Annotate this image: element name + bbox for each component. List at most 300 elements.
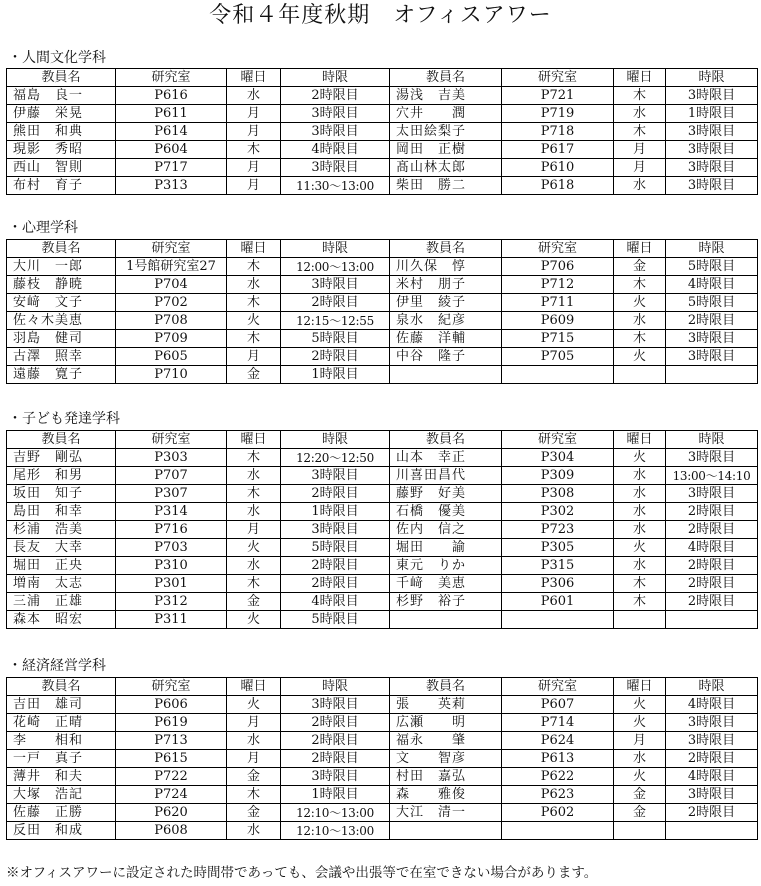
teacher-name-cell: 羽島 健司 bbox=[7, 330, 116, 348]
weekday-cell: 木 bbox=[227, 449, 281, 467]
period-cell: 3時限目 bbox=[281, 105, 390, 123]
office-room-cell: P709 bbox=[116, 330, 227, 348]
office-room-cell: P315 bbox=[502, 557, 614, 575]
weekday-cell: 火 bbox=[227, 611, 281, 629]
table-row bbox=[7, 714, 758, 732]
weekday-cell: 水 bbox=[614, 750, 666, 768]
weekday-cell: 水 bbox=[614, 503, 666, 521]
teacher-name-cell: 安﨑 文子 bbox=[7, 294, 116, 312]
column-header: 時限 bbox=[666, 240, 758, 258]
period-cell: 2時限目 bbox=[281, 485, 390, 503]
teacher-name-cell: 佐々木美恵 bbox=[7, 312, 116, 330]
column-header: 時限 bbox=[666, 69, 758, 87]
teacher-name-cell: 東元 りか bbox=[390, 557, 502, 575]
period-cell: 4時限目 bbox=[666, 768, 758, 786]
office-room-cell: P721 bbox=[502, 87, 614, 105]
table-row bbox=[7, 366, 758, 384]
period-cell: 1時限目 bbox=[281, 366, 390, 384]
column-header: 曜日 bbox=[614, 678, 666, 696]
weekday-cell: 木 bbox=[614, 575, 666, 593]
teacher-name-cell: 尾形 和男 bbox=[7, 467, 116, 485]
office-room-cell: P717 bbox=[116, 159, 227, 177]
period-cell: 5時限目 bbox=[281, 330, 390, 348]
weekday-cell: 水 bbox=[614, 312, 666, 330]
period-cell: 2時限目 bbox=[666, 750, 758, 768]
office-hours-table bbox=[6, 677, 758, 840]
period-cell: 3時限目 bbox=[666, 141, 758, 159]
office-room-cell: P608 bbox=[116, 822, 227, 840]
office-room-cell: P609 bbox=[502, 312, 614, 330]
period-cell: 5時限目 bbox=[281, 611, 390, 629]
column-header: 研究室 bbox=[502, 240, 614, 258]
weekday-cell: 水 bbox=[227, 503, 281, 521]
office-hours-table bbox=[6, 430, 758, 629]
teacher-name-cell: 坂田 知子 bbox=[7, 485, 116, 503]
period-cell: 3時限目 bbox=[666, 123, 758, 141]
period-cell: 2時限目 bbox=[666, 521, 758, 539]
office-hours-table bbox=[6, 239, 758, 384]
column-header: 曜日 bbox=[614, 431, 666, 449]
period-cell: 3時限目 bbox=[281, 521, 390, 539]
period-cell: 2時限目 bbox=[281, 575, 390, 593]
weekday-cell: 月 bbox=[227, 750, 281, 768]
period-cell: 1時限目 bbox=[281, 786, 390, 804]
period-cell: 2時限目 bbox=[281, 87, 390, 105]
office-room-cell: P302 bbox=[502, 503, 614, 521]
period-cell: 4時限目 bbox=[281, 593, 390, 611]
teacher-name-cell: 広瀬 明 bbox=[390, 714, 502, 732]
weekday-cell: 木 bbox=[614, 87, 666, 105]
table-row bbox=[7, 177, 758, 195]
period-cell: 3時限目 bbox=[281, 123, 390, 141]
weekday-cell: 水 bbox=[227, 557, 281, 575]
teacher-name-cell bbox=[390, 366, 502, 384]
teacher-name-cell: 増南 太志 bbox=[7, 575, 116, 593]
teacher-name-cell: 千﨑 美恵 bbox=[390, 575, 502, 593]
office-room-cell bbox=[502, 822, 614, 840]
teacher-name-cell: 伊里 綾子 bbox=[390, 294, 502, 312]
office-room-cell: P309 bbox=[502, 467, 614, 485]
period-cell: 2時限目 bbox=[281, 557, 390, 575]
period-cell: 1時限目 bbox=[281, 503, 390, 521]
section-label: ・心理学科 bbox=[8, 220, 78, 236]
office-room-cell: P313 bbox=[116, 177, 227, 195]
weekday-cell: 木 bbox=[614, 123, 666, 141]
office-room-cell: P719 bbox=[502, 105, 614, 123]
teacher-name-cell: 薄井 和夫 bbox=[7, 768, 116, 786]
weekday-cell: 水 bbox=[227, 822, 281, 840]
weekday-cell: 火 bbox=[614, 714, 666, 732]
period-cell: 4時限目 bbox=[666, 696, 758, 714]
teacher-name-cell: 佐藤 正勝 bbox=[7, 804, 116, 822]
teacher-name-cell: 現影 秀昭 bbox=[7, 141, 116, 159]
period-cell: 3時限目 bbox=[666, 159, 758, 177]
table-header-row bbox=[7, 431, 758, 449]
period-cell: 12:15～12:55 bbox=[281, 312, 390, 330]
office-room-cell: P305 bbox=[502, 539, 614, 557]
table-row bbox=[7, 348, 758, 366]
column-header: 教員名 bbox=[7, 431, 116, 449]
period-cell: 4時限目 bbox=[281, 141, 390, 159]
column-header: 時限 bbox=[281, 69, 390, 87]
teacher-name-cell: 伊藤 栄晃 bbox=[7, 105, 116, 123]
table-header-row bbox=[7, 69, 758, 87]
teacher-name-cell: 堀田 正央 bbox=[7, 557, 116, 575]
weekday-cell: 金 bbox=[227, 804, 281, 822]
teacher-name-cell: 村田 嘉弘 bbox=[390, 768, 502, 786]
column-header: 教員名 bbox=[390, 240, 502, 258]
office-room-cell: P715 bbox=[502, 330, 614, 348]
weekday-cell: 水 bbox=[227, 276, 281, 294]
column-header: 曜日 bbox=[227, 69, 281, 87]
teacher-name-cell: 遠藤 寛子 bbox=[7, 366, 116, 384]
period-cell: 5時限目 bbox=[666, 294, 758, 312]
period-cell: 3時限目 bbox=[281, 768, 390, 786]
weekday-cell: 火 bbox=[614, 696, 666, 714]
period-cell: 11:30～13:00 bbox=[281, 177, 390, 195]
office-room-cell: P611 bbox=[116, 105, 227, 123]
table-row bbox=[7, 804, 758, 822]
table-row bbox=[7, 123, 758, 141]
period-cell: 3時限目 bbox=[281, 696, 390, 714]
teacher-name-cell bbox=[390, 822, 502, 840]
teacher-name-cell: 川久保 惇 bbox=[390, 258, 502, 276]
office-hours-table bbox=[6, 68, 758, 195]
office-room-cell: P617 bbox=[502, 141, 614, 159]
office-room-cell bbox=[502, 366, 614, 384]
column-header: 研究室 bbox=[502, 431, 614, 449]
weekday-cell: 金 bbox=[227, 768, 281, 786]
period-cell: 3時限目 bbox=[666, 485, 758, 503]
weekday-cell: 火 bbox=[227, 539, 281, 557]
office-room-cell: P623 bbox=[502, 786, 614, 804]
period-cell: 3時限目 bbox=[666, 449, 758, 467]
office-room-cell: P605 bbox=[116, 348, 227, 366]
teacher-name-cell: 吉田 雄司 bbox=[7, 696, 116, 714]
teacher-name-cell: 三浦 正雄 bbox=[7, 593, 116, 611]
weekday-cell: 火 bbox=[227, 312, 281, 330]
period-cell: 1時限目 bbox=[666, 105, 758, 123]
teacher-name-cell: 森 雅俊 bbox=[390, 786, 502, 804]
office-room-cell: P624 bbox=[502, 732, 614, 750]
period-cell: 13:00～14:10 bbox=[666, 467, 758, 485]
table-row bbox=[7, 105, 758, 123]
office-room-cell: P618 bbox=[502, 177, 614, 195]
office-room-cell: P718 bbox=[502, 123, 614, 141]
table-row bbox=[7, 768, 758, 786]
office-room-cell: P705 bbox=[502, 348, 614, 366]
section-label: ・人間文化学科 bbox=[8, 50, 106, 66]
teacher-name-cell: 文 智彦 bbox=[390, 750, 502, 768]
weekday-cell: 木 bbox=[227, 575, 281, 593]
office-room-cell: P704 bbox=[116, 276, 227, 294]
office-room-cell: P614 bbox=[116, 123, 227, 141]
office-room-cell bbox=[502, 611, 614, 629]
period-cell: 2時限目 bbox=[281, 714, 390, 732]
period-cell: 3時限目 bbox=[666, 732, 758, 750]
period-cell: 2時限目 bbox=[281, 294, 390, 312]
office-room-cell: P306 bbox=[502, 575, 614, 593]
teacher-name-cell: 李 相和 bbox=[7, 732, 116, 750]
period-cell: 2時限目 bbox=[281, 750, 390, 768]
table-row bbox=[7, 557, 758, 575]
period-cell: 2時限目 bbox=[281, 348, 390, 366]
period-cell: 5時限目 bbox=[281, 539, 390, 557]
office-room-cell: P724 bbox=[116, 786, 227, 804]
office-room-cell: P620 bbox=[116, 804, 227, 822]
teacher-name-cell: 藤野 好美 bbox=[390, 485, 502, 503]
weekday-cell: 水 bbox=[227, 467, 281, 485]
table-row bbox=[7, 312, 758, 330]
table-row bbox=[7, 87, 758, 105]
column-header: 教員名 bbox=[7, 240, 116, 258]
office-room-cell: P307 bbox=[116, 485, 227, 503]
table-row bbox=[7, 750, 758, 768]
table-row bbox=[7, 786, 758, 804]
office-room-cell: P615 bbox=[116, 750, 227, 768]
teacher-name-cell: 湯浅 吉美 bbox=[390, 87, 502, 105]
table-row bbox=[7, 485, 758, 503]
teacher-name-cell: 杉浦 浩美 bbox=[7, 521, 116, 539]
weekday-cell: 水 bbox=[614, 467, 666, 485]
weekday-cell: 木 bbox=[614, 276, 666, 294]
period-cell: 3時限目 bbox=[666, 87, 758, 105]
weekday-cell: 木 bbox=[227, 330, 281, 348]
teacher-name-cell: 大塚 浩記 bbox=[7, 786, 116, 804]
weekday-cell: 木 bbox=[227, 258, 281, 276]
office-room-cell: P714 bbox=[502, 714, 614, 732]
weekday-cell: 火 bbox=[614, 449, 666, 467]
table-row bbox=[7, 258, 758, 276]
office-room-cell: P706 bbox=[502, 258, 614, 276]
period-cell: 2時限目 bbox=[666, 503, 758, 521]
column-header: 研究室 bbox=[502, 69, 614, 87]
weekday-cell: 月 bbox=[227, 105, 281, 123]
column-header: 教員名 bbox=[390, 678, 502, 696]
teacher-name-cell: 古澤 照幸 bbox=[7, 348, 116, 366]
weekday-cell: 金 bbox=[227, 366, 281, 384]
period-cell: 3時限目 bbox=[666, 177, 758, 195]
period-cell: 4時限目 bbox=[666, 539, 758, 557]
column-header: 教員名 bbox=[390, 69, 502, 87]
teacher-name-cell: 太田絵梨子 bbox=[390, 123, 502, 141]
teacher-name-cell: 髙山林太郎 bbox=[390, 159, 502, 177]
office-room-cell: P712 bbox=[502, 276, 614, 294]
table-row bbox=[7, 611, 758, 629]
weekday-cell: 火 bbox=[614, 768, 666, 786]
office-room-cell: P314 bbox=[116, 503, 227, 521]
period-cell bbox=[666, 611, 758, 629]
column-header: 曜日 bbox=[227, 431, 281, 449]
office-room-cell: P711 bbox=[502, 294, 614, 312]
office-room-cell: P616 bbox=[116, 87, 227, 105]
column-header: 曜日 bbox=[227, 240, 281, 258]
table-row bbox=[7, 276, 758, 294]
weekday-cell: 木 bbox=[614, 330, 666, 348]
teacher-name-cell: 一戸 真子 bbox=[7, 750, 116, 768]
office-room-cell: P723 bbox=[502, 521, 614, 539]
office-room-cell: P301 bbox=[116, 575, 227, 593]
teacher-name-cell: 米村 朋子 bbox=[390, 276, 502, 294]
weekday-cell: 木 bbox=[227, 141, 281, 159]
teacher-name-cell: 杉野 裕子 bbox=[390, 593, 502, 611]
teacher-name-cell: 西山 智則 bbox=[7, 159, 116, 177]
teacher-name-cell: 藤枝 静暁 bbox=[7, 276, 116, 294]
office-room-cell: P622 bbox=[502, 768, 614, 786]
office-room-cell: P707 bbox=[116, 467, 227, 485]
weekday-cell: 月 bbox=[614, 141, 666, 159]
weekday-cell: 水 bbox=[614, 521, 666, 539]
weekday-cell: 水 bbox=[614, 105, 666, 123]
teacher-name-cell: 柴田 勝二 bbox=[390, 177, 502, 195]
weekday-cell bbox=[614, 611, 666, 629]
column-header: 研究室 bbox=[116, 240, 227, 258]
table-row bbox=[7, 141, 758, 159]
teacher-name-cell: 中谷 隆子 bbox=[390, 348, 502, 366]
column-header: 教員名 bbox=[390, 431, 502, 449]
weekday-cell: 月 bbox=[227, 714, 281, 732]
office-room-cell: P303 bbox=[116, 449, 227, 467]
table-row bbox=[7, 294, 758, 312]
office-room-cell: P312 bbox=[116, 593, 227, 611]
table-row bbox=[7, 467, 758, 485]
weekday-cell: 水 bbox=[227, 732, 281, 750]
office-room-cell: P310 bbox=[116, 557, 227, 575]
period-cell bbox=[666, 822, 758, 840]
teacher-name-cell: 大江 清一 bbox=[390, 804, 502, 822]
table-header-row bbox=[7, 678, 758, 696]
weekday-cell: 火 bbox=[614, 294, 666, 312]
teacher-name-cell: 山本 幸正 bbox=[390, 449, 502, 467]
office-room-cell: P607 bbox=[502, 696, 614, 714]
teacher-name-cell: 泉水 紀彦 bbox=[390, 312, 502, 330]
footnote: ※オフィスアワーに設定された時間帯であっても、会議や出張等で在室できない場合があります。 bbox=[6, 865, 598, 881]
office-room-cell: P722 bbox=[116, 768, 227, 786]
office-room-cell: P613 bbox=[502, 750, 614, 768]
teacher-name-cell: 福島 良一 bbox=[7, 87, 116, 105]
teacher-name-cell: 島田 和幸 bbox=[7, 503, 116, 521]
teacher-name-cell: 岡田 正樹 bbox=[390, 141, 502, 159]
column-header: 曜日 bbox=[227, 678, 281, 696]
weekday-cell: 金 bbox=[614, 804, 666, 822]
weekday-cell: 木 bbox=[227, 294, 281, 312]
period-cell: 2時限目 bbox=[666, 557, 758, 575]
teacher-name-cell: 川喜田昌代 bbox=[390, 467, 502, 485]
period-cell: 12:20～12:50 bbox=[281, 449, 390, 467]
table-row bbox=[7, 732, 758, 750]
teacher-name-cell: 長友 大幸 bbox=[7, 539, 116, 557]
weekday-cell: 月 bbox=[227, 123, 281, 141]
column-header: 時限 bbox=[666, 678, 758, 696]
teacher-name-cell: 布村 育子 bbox=[7, 177, 116, 195]
table-row bbox=[7, 449, 758, 467]
teacher-name-cell: 穴井 潤 bbox=[390, 105, 502, 123]
column-header: 教員名 bbox=[7, 69, 116, 87]
weekday-cell: 水 bbox=[614, 485, 666, 503]
office-room-cell: P311 bbox=[116, 611, 227, 629]
teacher-name-cell: 吉野 剛弘 bbox=[7, 449, 116, 467]
column-header: 時限 bbox=[281, 431, 390, 449]
table-row bbox=[7, 539, 758, 557]
office-room-cell: P708 bbox=[116, 312, 227, 330]
office-room-cell: P304 bbox=[502, 449, 614, 467]
weekday-cell: 火 bbox=[614, 348, 666, 366]
weekday-cell: 金 bbox=[227, 593, 281, 611]
column-header: 研究室 bbox=[116, 431, 227, 449]
weekday-cell: 金 bbox=[614, 258, 666, 276]
teacher-name-cell: 熊田 和典 bbox=[7, 123, 116, 141]
page-title: 令和４年度秋期 オフィスアワー bbox=[209, 3, 552, 28]
column-header: 時限 bbox=[281, 240, 390, 258]
office-room-cell: 1号館研究室27 bbox=[116, 258, 227, 276]
period-cell: 2時限目 bbox=[281, 732, 390, 750]
column-header: 曜日 bbox=[614, 240, 666, 258]
weekday-cell: 月 bbox=[227, 521, 281, 539]
period-cell: 2時限目 bbox=[666, 575, 758, 593]
teacher-name-cell: 佐藤 洋輔 bbox=[390, 330, 502, 348]
teacher-name-cell: 花崎 正晴 bbox=[7, 714, 116, 732]
weekday-cell: 月 bbox=[227, 159, 281, 177]
period-cell: 3時限目 bbox=[666, 330, 758, 348]
office-room-cell: P308 bbox=[502, 485, 614, 503]
period-cell: 12:10～13:00 bbox=[281, 804, 390, 822]
table-row bbox=[7, 593, 758, 611]
weekday-cell: 月 bbox=[614, 732, 666, 750]
weekday-cell: 水 bbox=[227, 87, 281, 105]
column-header: 教員名 bbox=[7, 678, 116, 696]
weekday-cell: 水 bbox=[614, 557, 666, 575]
teacher-name-cell: 大川 一郎 bbox=[7, 258, 116, 276]
section-label: ・子ども発達学科 bbox=[8, 411, 120, 427]
teacher-name-cell: 佐内 信之 bbox=[390, 521, 502, 539]
weekday-cell bbox=[614, 822, 666, 840]
period-cell bbox=[666, 366, 758, 384]
table-header-row bbox=[7, 240, 758, 258]
weekday-cell: 月 bbox=[227, 177, 281, 195]
weekday-cell: 木 bbox=[227, 485, 281, 503]
weekday-cell bbox=[614, 366, 666, 384]
column-header: 研究室 bbox=[116, 69, 227, 87]
period-cell: 3時限目 bbox=[666, 786, 758, 804]
teacher-name-cell: 張 英莉 bbox=[390, 696, 502, 714]
period-cell: 12:00～13:00 bbox=[281, 258, 390, 276]
office-room-cell: P713 bbox=[116, 732, 227, 750]
section-label: ・経済経営学科 bbox=[8, 658, 106, 674]
period-cell: 3時限目 bbox=[666, 714, 758, 732]
office-room-cell: P716 bbox=[116, 521, 227, 539]
office-room-cell: P703 bbox=[116, 539, 227, 557]
office-room-cell: P601 bbox=[502, 593, 614, 611]
weekday-cell: 火 bbox=[227, 696, 281, 714]
period-cell: 2時限目 bbox=[666, 804, 758, 822]
office-room-cell: P702 bbox=[116, 294, 227, 312]
weekday-cell: 月 bbox=[614, 159, 666, 177]
office-room-cell: P606 bbox=[116, 696, 227, 714]
table-row bbox=[7, 159, 758, 177]
table-row bbox=[7, 822, 758, 840]
teacher-name-cell: 石橋 優美 bbox=[390, 503, 502, 521]
office-room-cell: P710 bbox=[116, 366, 227, 384]
period-cell: 3時限目 bbox=[281, 467, 390, 485]
period-cell: 3時限目 bbox=[281, 159, 390, 177]
period-cell: 4時限目 bbox=[666, 276, 758, 294]
office-room-cell: P602 bbox=[502, 804, 614, 822]
period-cell: 2時限目 bbox=[666, 593, 758, 611]
weekday-cell: 木 bbox=[227, 786, 281, 804]
period-cell: 12:10～13:00 bbox=[281, 822, 390, 840]
weekday-cell: 月 bbox=[227, 348, 281, 366]
weekday-cell: 金 bbox=[614, 786, 666, 804]
